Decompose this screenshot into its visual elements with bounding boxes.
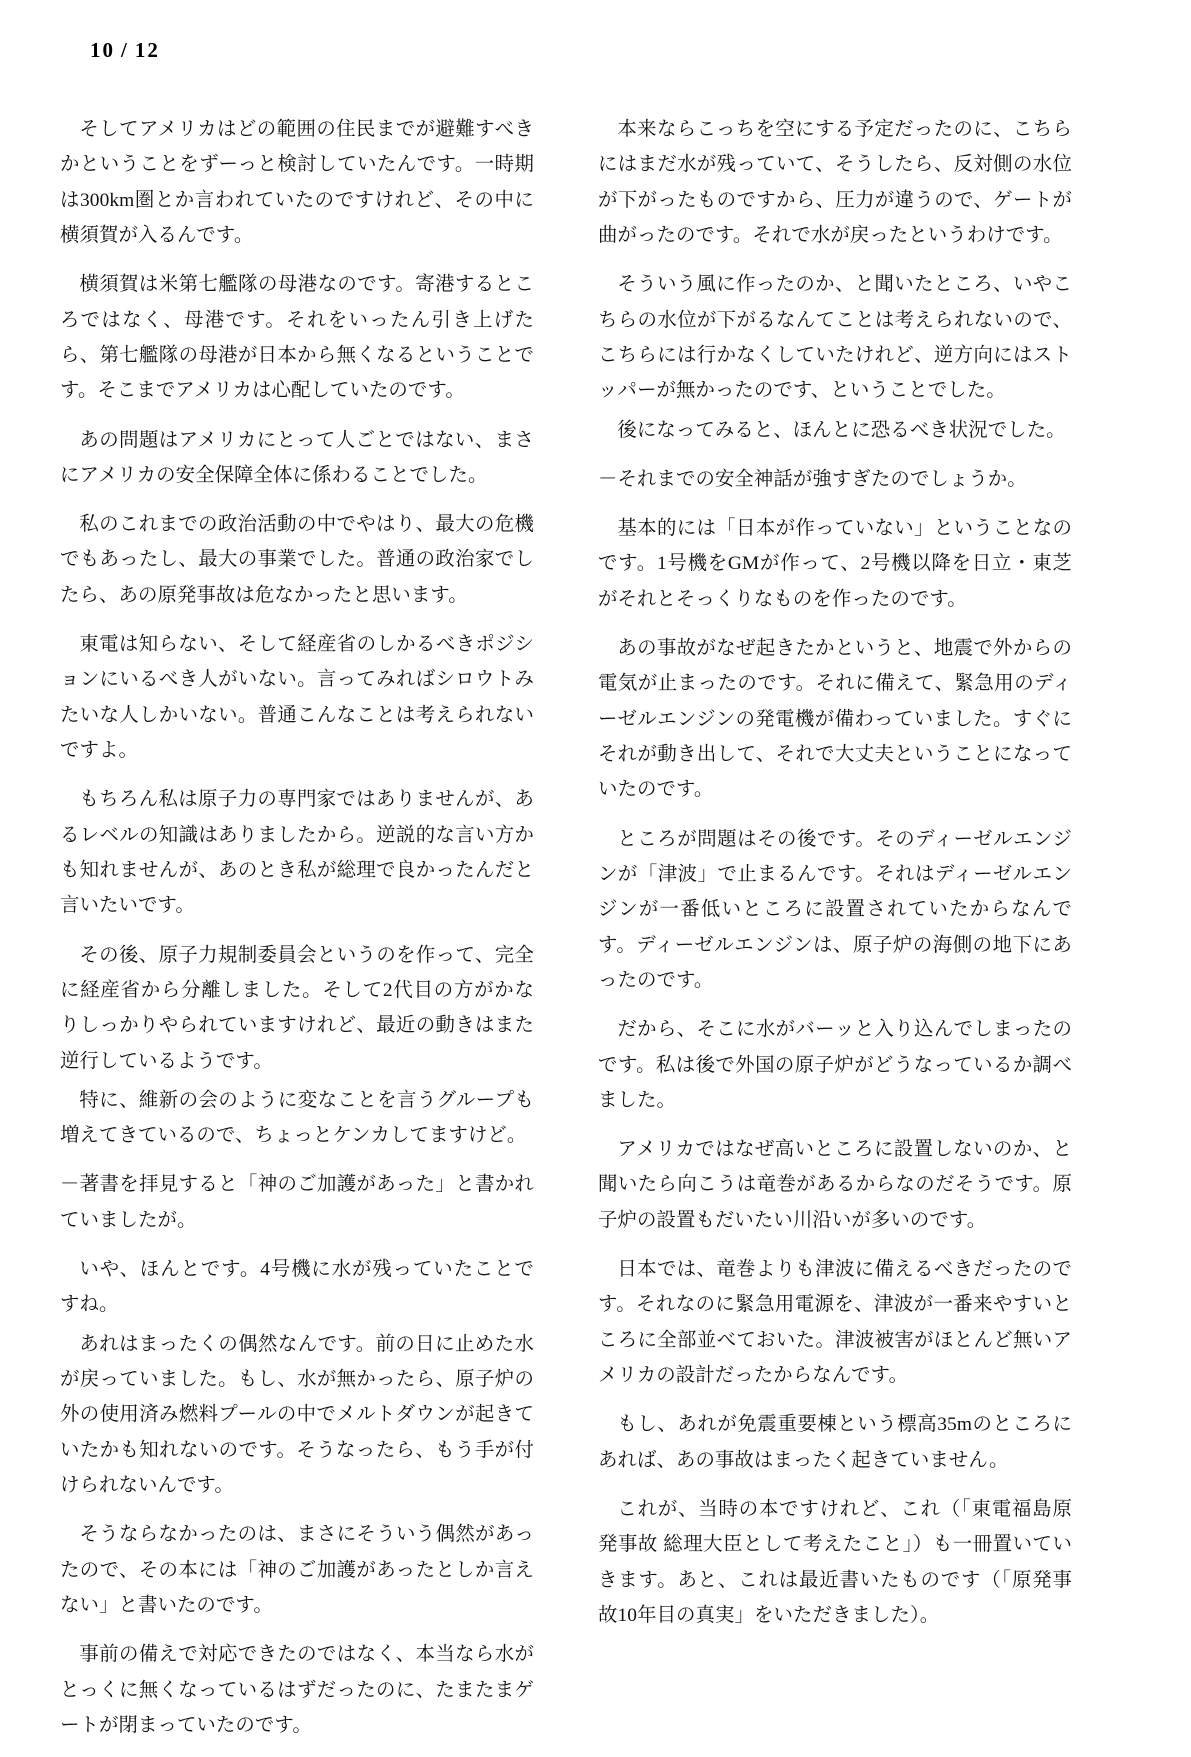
paragraph: 東電は知らない、そして経産省のしかるべきポジションにいるべき人がいない。言ってみればシロウトみたいな人しかいない。普通こんなことは考えられないですよ。 — [60, 634, 534, 761]
paragraph: 後になってみると、ほんとに恐るべき状況でした。 — [617, 419, 1066, 441]
two-column-body — [60, 112, 1135, 1757]
current-page-number: 10 — [90, 38, 115, 62]
paragraph: だから、そこに水がバーッと入り込んでしまったのです。私は後で外国の原子炉がどうなっているか調べました。 — [598, 1019, 1072, 1111]
paragraph: あの問題はアメリカにとって人ごとではない、まさにアメリカの安全保障全体に係わることでした。 — [60, 429, 534, 486]
page-number-separator: / — [121, 38, 129, 62]
page-number-header — [90, 38, 160, 63]
interview-question: －それまでの安全神話が強すぎたのでしょうか。 — [598, 468, 1027, 490]
paragraph: その後、原子力規制委員会というのを作って、完全に経産省から分離しました。そして2代目の方がかなりしっかりやられていますけれど、最近の動きはまた逆行しているようです。 — [60, 944, 534, 1072]
paragraph: いや、ほんとです。4号機に水が残っていたことですね。 — [60, 1259, 534, 1316]
paragraph: そしてアメリカはどの範囲の住民までが避難すべきかということをずーっと検討していたんです。一時期は300km圏とか言われていたのですけれど、その中に横須賀が入るんです。 — [60, 119, 534, 246]
paragraph: 特に、維新の会のように変なことを言うグループも増えてきているので、ちょっとケンカしてますけど。 — [60, 1089, 534, 1147]
paragraph: ところが問題はその後です。そのディーゼルエンジンが「津波」で止まるんです。それはディーゼルエンジンが一番低いところに設置されていたからなんです。ディーゼルエンジンは、原子炉の海側の地下にあったのです。 — [598, 828, 1072, 991]
paragraph: そうならなかったのは、まさにそういう偶然があったので、その本には「神のご加護があったとしか言えない」と書いたのです。 — [60, 1524, 534, 1616]
paragraph: 事前の備えで対応できたのではなく、本当なら水がとっくに無くなっているはずだったのに、たまたまゲートが閉まっていたのです。 — [60, 1644, 534, 1736]
paragraph: あれはまったくの偶然なんです。前の日に止めた水が戻っていました。もし、水が無かったら、原子炉の外の使用済み燃料プールの中でメルトダウンが起きていたかも知れないのです。そうなったら、もう手が付けられないんです。 — [60, 1333, 534, 1496]
paragraph: アメリカではなぜ高いところに設置しないのか、と聞いたら向こうは竜巻があるからなのだそうです。原子炉の設置もだいたい川沿いが多いのです。 — [598, 1139, 1072, 1231]
right-column — [598, 112, 1072, 1757]
paragraph: 横須賀は米第七艦隊の母港なのです。寄港するところではなく、母港です。それをいったん引き上げたら、第七艦隊の母港が日本から無くなるということです。そこまでアメリカは心配していたのです。 — [60, 274, 534, 402]
interview-question: －著書を拝見すると「神のご加護があった」と書かれていましたが。 — [60, 1174, 534, 1231]
paragraph: そういう風に作ったのか、と聞いたところ、いやこちらの水位が下がるなんてことは考えられないので、こちらには行かなくしていたけれど、逆方向にはストッパーが無かったのです、ということでした。 — [598, 274, 1072, 402]
paragraph: もちろん私は原子力の専門家ではありませんが、あるレベルの知識はありましたから。逆説的な言い方かも知れませんが、あのとき私が総理で良かったんだと言いたいです。 — [60, 789, 534, 917]
paragraph: 基本的には「日本が作っていない」ということなのです。1号機をGMが作って、2号機以降を日立・東芝がそれとそっくりなものを作ったのです。 — [598, 518, 1072, 610]
paragraph: 日本では、竜巻よりも津波に備えるべきだったのです。それなのに緊急用電源を、津波が一番来やすいところに全部並べておいた。津波被害がほとんど無いアメリカの設計だったからなんです。 — [598, 1259, 1072, 1386]
paragraph: 私のこれまでの政治活動の中でやはり、最大の危機でもあったし、最大の事業でした。普通の政治家でしたら、あの原発事故は危なかったと思います。 — [60, 514, 534, 606]
left-column — [60, 112, 534, 1757]
paragraph: 本来ならこっちを空にする予定だったのに、こちらにはまだ水が残っていて、そうしたら、反対側の水位が下がったものですから、圧力が違うので、ゲートが曲がったのです。それで水が戻ったというわけです。 — [598, 119, 1072, 246]
total-page-number: 12 — [134, 38, 160, 62]
paragraph: あの事故がなぜ起きたかというと、地震で外からの電気が止まったのです。それに備えて、緊急用のディーゼルエンジンの発電機が備わっていました。すぐにそれが動き出して、それで大丈夫ということになっていたのです。 — [598, 638, 1072, 801]
paragraph: もし、あれが免震重要棟という標高35mのところにあれば、あの事故はまったく起きていません。 — [598, 1414, 1072, 1471]
paragraph: これが、当時の本ですけれど、これ（「東電福島原発事故 総理大臣として考えたこと」）も一冊置いていきます。あと、これは最近書いたものです（「原発事故10年目の真実」をいただきました）。 — [598, 1498, 1072, 1626]
